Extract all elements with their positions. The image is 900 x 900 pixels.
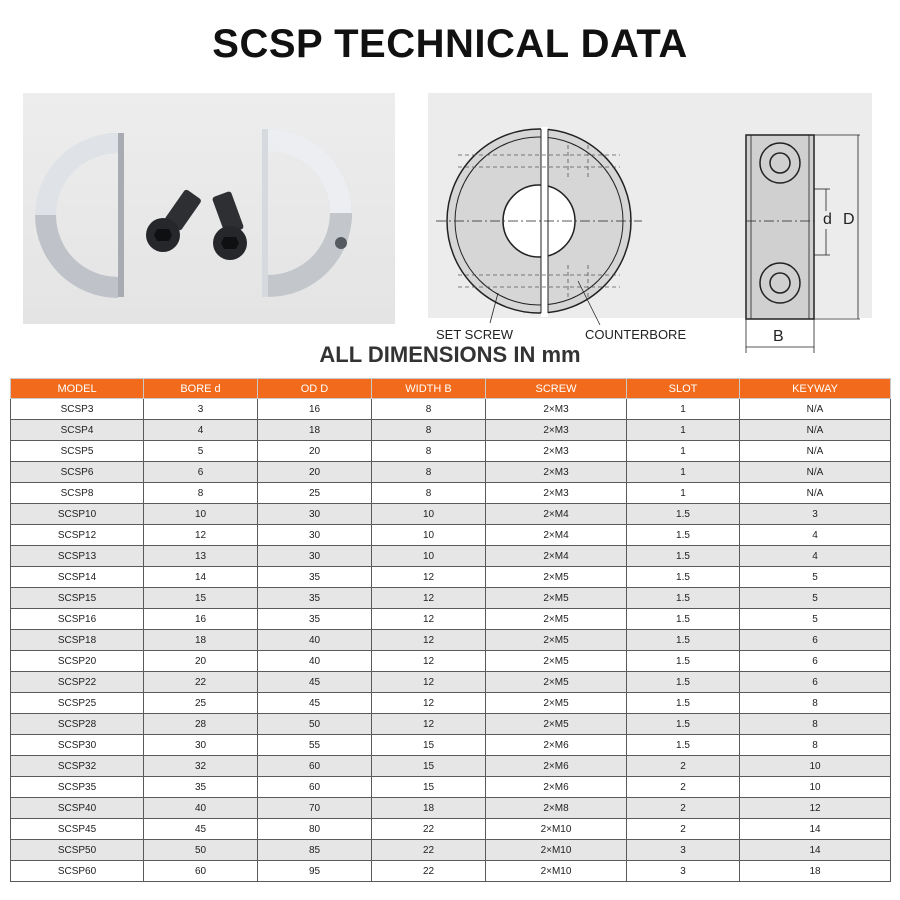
- bore-cell: 40: [144, 798, 258, 819]
- keyway-cell: 6: [740, 651, 891, 672]
- slot-cell: 1.5: [627, 651, 740, 672]
- bore-cell: 10: [144, 504, 258, 525]
- slot-cell: 3: [627, 861, 740, 882]
- table-row: [11, 651, 891, 672]
- table-row: [11, 735, 891, 756]
- screw-cell: 2×M5: [486, 567, 627, 588]
- table-row: [11, 420, 891, 441]
- screw-cell: 2×M3: [486, 399, 627, 420]
- od-cell: 60: [258, 777, 372, 798]
- od-cell: 35: [258, 588, 372, 609]
- od-cell: 70: [258, 798, 372, 819]
- od-cell: 55: [258, 735, 372, 756]
- table-row: [11, 672, 891, 693]
- table-body: [11, 399, 891, 882]
- width-cell: 12: [372, 609, 486, 630]
- model-cell: SCSP13: [11, 546, 144, 567]
- od-cell: 35: [258, 609, 372, 630]
- set-screw-label: SET SCREW: [436, 327, 514, 342]
- model-cell: SCSP6: [11, 462, 144, 483]
- page-title: SCSP TECHNICAL DATA: [212, 22, 688, 66]
- slot-cell: 1: [627, 441, 740, 462]
- keyway-cell: 10: [740, 777, 891, 798]
- bore-cell: 20: [144, 651, 258, 672]
- keyway-cell: 5: [740, 567, 891, 588]
- od-cell: 60: [258, 756, 372, 777]
- slot-cell: 2: [627, 819, 740, 840]
- width-cell: 12: [372, 651, 486, 672]
- bore-cell: 45: [144, 819, 258, 840]
- od-cell: 25: [258, 483, 372, 504]
- keyway-cell: 10: [740, 756, 891, 777]
- screw-cell: 2×M8: [486, 798, 627, 819]
- column-header-screw: SCREW: [486, 379, 627, 399]
- slot-cell: 1.5: [627, 714, 740, 735]
- bore-cell: 3: [144, 399, 258, 420]
- od-cell: 45: [258, 672, 372, 693]
- width-cell: 12: [372, 630, 486, 651]
- keyway-cell: 12: [740, 798, 891, 819]
- screw-cell: 2×M5: [486, 714, 627, 735]
- width-cell: 15: [372, 777, 486, 798]
- keyway-cell: N/A: [740, 483, 891, 504]
- width-dimension-label: B: [773, 328, 784, 345]
- model-cell: SCSP40: [11, 798, 144, 819]
- column-header-width: WIDTH B: [372, 379, 486, 399]
- table-row: [11, 756, 891, 777]
- slot-cell: 1: [627, 483, 740, 504]
- table-row: [11, 819, 891, 840]
- slot-cell: 1.5: [627, 567, 740, 588]
- slot-cell: 1.5: [627, 735, 740, 756]
- bore-cell: 14: [144, 567, 258, 588]
- bore-cell: 12: [144, 525, 258, 546]
- od-cell: 50: [258, 714, 372, 735]
- od-cell: 40: [258, 651, 372, 672]
- screw-cell: 2×M3: [486, 441, 627, 462]
- screw-cell: 2×M10: [486, 840, 627, 861]
- model-cell: SCSP18: [11, 630, 144, 651]
- screw-cell: 2×M4: [486, 504, 627, 525]
- table-row: [11, 714, 891, 735]
- model-cell: SCSP16: [11, 609, 144, 630]
- width-cell: 8: [372, 420, 486, 441]
- keyway-cell: 14: [740, 819, 891, 840]
- table-row: [11, 609, 891, 630]
- slot-cell: 1.5: [627, 504, 740, 525]
- model-cell: SCSP50: [11, 840, 144, 861]
- collar-split-gap: [541, 127, 548, 317]
- width-cell: 8: [372, 441, 486, 462]
- width-cell: 10: [372, 546, 486, 567]
- bore-cell: 28: [144, 714, 258, 735]
- bore-cell: 35: [144, 777, 258, 798]
- width-cell: 15: [372, 756, 486, 777]
- screw-cell: 2×M5: [486, 651, 627, 672]
- screw-cell: 2×M4: [486, 525, 627, 546]
- units-note: ALL DIMENSIONS IN mm: [319, 342, 581, 367]
- bore-cell: 15: [144, 588, 258, 609]
- table-row: [11, 546, 891, 567]
- width-cell: 12: [372, 567, 486, 588]
- bore-cell: 5: [144, 441, 258, 462]
- bore-cell: 50: [144, 840, 258, 861]
- model-cell: SCSP5: [11, 441, 144, 462]
- table-row: [11, 630, 891, 651]
- width-cell: 22: [372, 861, 486, 882]
- model-cell: SCSP25: [11, 693, 144, 714]
- bore-cell: 8: [144, 483, 258, 504]
- od-cell: 18: [258, 420, 372, 441]
- model-cell: SCSP22: [11, 672, 144, 693]
- column-header-od: OD D: [258, 379, 372, 399]
- slot-cell: 1.5: [627, 588, 740, 609]
- table-row: [11, 588, 891, 609]
- model-cell: SCSP60: [11, 861, 144, 882]
- slot-cell: 2: [627, 777, 740, 798]
- screw-cell: 2×M6: [486, 735, 627, 756]
- width-cell: 10: [372, 525, 486, 546]
- od-cell: 16: [258, 399, 372, 420]
- screw-cell: 2×M5: [486, 609, 627, 630]
- bore-cell: 13: [144, 546, 258, 567]
- od-cell: 80: [258, 819, 372, 840]
- screw-cell: 2×M6: [486, 756, 627, 777]
- slot-cell: 2: [627, 756, 740, 777]
- bore-cell: 32: [144, 756, 258, 777]
- model-cell: SCSP32: [11, 756, 144, 777]
- screw-cell: 2×M5: [486, 672, 627, 693]
- table-row: [11, 693, 891, 714]
- table-row: [11, 840, 891, 861]
- bore-cell: 22: [144, 672, 258, 693]
- column-header-slot: SLOT: [627, 379, 740, 399]
- od-cell: 45: [258, 693, 372, 714]
- screw-cell: 2×M3: [486, 483, 627, 504]
- width-cell: 12: [372, 693, 486, 714]
- screw-cell: 2×M5: [486, 693, 627, 714]
- width-cell: 15: [372, 735, 486, 756]
- bore-cell: 30: [144, 735, 258, 756]
- model-cell: SCSP28: [11, 714, 144, 735]
- model-cell: SCSP14: [11, 567, 144, 588]
- keyway-cell: 8: [740, 714, 891, 735]
- slot-cell: 1.5: [627, 525, 740, 546]
- table-row: [11, 483, 891, 504]
- od-cell: 85: [258, 840, 372, 861]
- slot-cell: 1.5: [627, 609, 740, 630]
- table-row: [11, 861, 891, 882]
- table-row: [11, 504, 891, 525]
- slot-cell: 1: [627, 462, 740, 483]
- collar-diagram: [428, 93, 872, 353]
- width-cell: 12: [372, 672, 486, 693]
- od-cell: 95: [258, 861, 372, 882]
- bore-cell: 4: [144, 420, 258, 441]
- screw-cell: 2×M6: [486, 777, 627, 798]
- width-cell: 12: [372, 714, 486, 735]
- technical-drawing: [428, 93, 872, 353]
- width-cell: 22: [372, 840, 486, 861]
- od-cell: 30: [258, 546, 372, 567]
- width-cell: 18: [372, 798, 486, 819]
- slot-cell: 1.5: [627, 693, 740, 714]
- spec-table: [10, 378, 891, 882]
- bore-cell: 60: [144, 861, 258, 882]
- model-cell: SCSP30: [11, 735, 144, 756]
- od-cell: 30: [258, 504, 372, 525]
- table-row: [11, 462, 891, 483]
- keyway-cell: 4: [740, 525, 891, 546]
- table-row: [11, 777, 891, 798]
- bore-cell: 6: [144, 462, 258, 483]
- bore-dimension-label: d: [823, 211, 832, 228]
- column-header-model: MODEL: [11, 379, 144, 399]
- od-cell: 30: [258, 525, 372, 546]
- keyway-cell: 5: [740, 609, 891, 630]
- od-cell: 20: [258, 462, 372, 483]
- keyway-cell: 8: [740, 693, 891, 714]
- keyway-cell: 6: [740, 630, 891, 651]
- model-cell: SCSP10: [11, 504, 144, 525]
- model-cell: SCSP4: [11, 420, 144, 441]
- collar-side-view: [746, 135, 814, 319]
- od-dimension-label: D: [843, 211, 855, 228]
- width-cell: 8: [372, 399, 486, 420]
- width-cell: 8: [372, 483, 486, 504]
- shaft-collar-photo: [23, 93, 395, 324]
- slot-cell: 1.5: [627, 630, 740, 651]
- table-row: [11, 441, 891, 462]
- column-header-bore: BORE d: [144, 379, 258, 399]
- slot-cell: 3: [627, 840, 740, 861]
- screw-cell: 2×M5: [486, 630, 627, 651]
- model-cell: SCSP45: [11, 819, 144, 840]
- width-cell: 22: [372, 819, 486, 840]
- model-cell: SCSP12: [11, 525, 144, 546]
- bore-cell: 16: [144, 609, 258, 630]
- table-row: [11, 567, 891, 588]
- keyway-cell: N/A: [740, 441, 891, 462]
- table-row: [11, 798, 891, 819]
- od-cell: 35: [258, 567, 372, 588]
- width-cell: 12: [372, 588, 486, 609]
- width-cell: 10: [372, 504, 486, 525]
- keyway-cell: 4: [740, 546, 891, 567]
- model-cell: SCSP20: [11, 651, 144, 672]
- slot-cell: 1.5: [627, 672, 740, 693]
- screw-cell: 2×M3: [486, 420, 627, 441]
- model-cell: SCSP3: [11, 399, 144, 420]
- screw-cell: 2×M10: [486, 819, 627, 840]
- counterbore-label: COUNTERBORE: [585, 327, 687, 342]
- column-header-keyway: KEYWAY: [740, 379, 891, 399]
- keyway-cell: 5: [740, 588, 891, 609]
- table-row: [11, 399, 891, 420]
- model-cell: SCSP8: [11, 483, 144, 504]
- keyway-cell: N/A: [740, 399, 891, 420]
- slot-cell: 1: [627, 399, 740, 420]
- keyway-cell: 18: [740, 861, 891, 882]
- slot-cell: 1.5: [627, 546, 740, 567]
- keyway-cell: 8: [740, 735, 891, 756]
- table-row: [11, 525, 891, 546]
- bore-cell: 18: [144, 630, 258, 651]
- slot-cell: 1: [627, 420, 740, 441]
- keyway-cell: 3: [740, 504, 891, 525]
- model-cell: SCSP15: [11, 588, 144, 609]
- keyway-cell: 14: [740, 840, 891, 861]
- slot-cell: 2: [627, 798, 740, 819]
- width-cell: 8: [372, 462, 486, 483]
- od-cell: 20: [258, 441, 372, 462]
- product-photo: [23, 93, 395, 324]
- screw-cell: 2×M4: [486, 546, 627, 567]
- screw-cell: 2×M5: [486, 588, 627, 609]
- bore-cell: 25: [144, 693, 258, 714]
- screw-cell: 2×M10: [486, 861, 627, 882]
- model-cell: SCSP35: [11, 777, 144, 798]
- screw-cell: 2×M3: [486, 462, 627, 483]
- keyway-cell: 6: [740, 672, 891, 693]
- keyway-cell: N/A: [740, 462, 891, 483]
- od-cell: 40: [258, 630, 372, 651]
- keyway-cell: N/A: [740, 420, 891, 441]
- table-header-row: [11, 379, 891, 399]
